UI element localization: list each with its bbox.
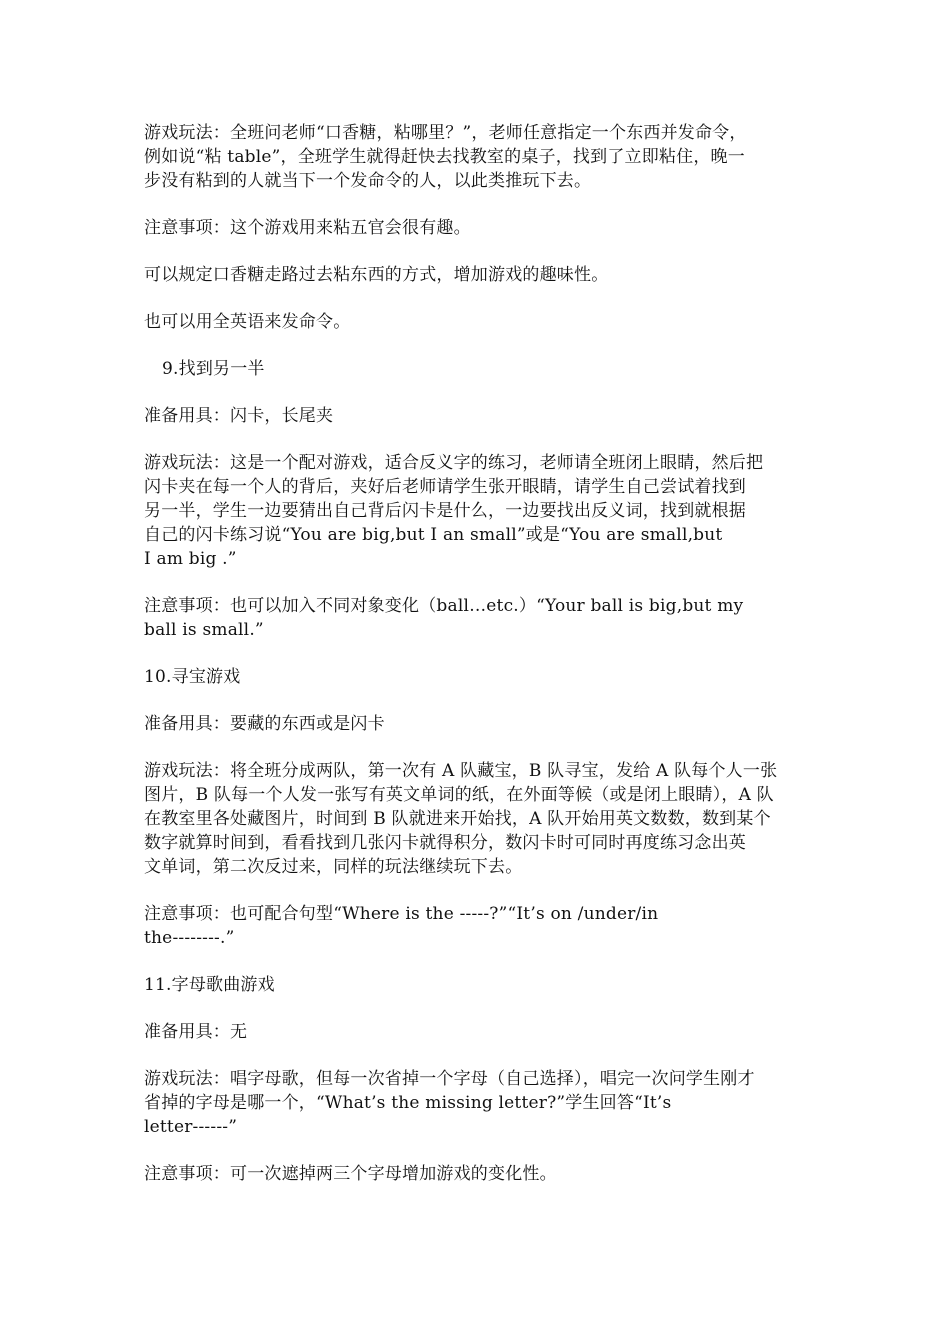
paragraph-gum-game-notes <box>144 216 816 240</box>
text-line: 注意事项：这个游戏用来粘五官会很有趣。 <box>144 218 471 238</box>
text-line: 注意事项：也可以加入不同对象变化（ball…etc.）“Your ball is big,but my <box>144 596 744 616</box>
text-line: 游戏玩法：这是一个配对游戏，适合反义字的练习，老师请全班闭上眼睛，然后把 <box>144 453 764 473</box>
paragraph-gum-game-rules <box>144 121 816 193</box>
section-heading-11 <box>144 973 816 997</box>
section-heading-10 <box>144 665 816 689</box>
text-line: 闪卡夹在每一个人的背后，夹好后老师请学生张开眼睛，请学生自己尝试着找到 <box>144 477 746 497</box>
paragraph-find-half-notes <box>144 594 816 642</box>
text-line: ball is small.” <box>144 620 264 640</box>
paragraph-gum-game-tip <box>144 263 816 287</box>
text-line: 准备用具：要藏的东西或是闪卡 <box>144 714 385 734</box>
paragraph-alphabet-rules <box>144 1067 816 1139</box>
paragraph-treasure-notes <box>144 902 816 950</box>
paragraph-find-half-rules <box>144 451 816 571</box>
paragraph-alphabet-materials <box>144 1020 816 1044</box>
paragraph-treasure-rules <box>144 759 816 879</box>
text-line: 游戏玩法：唱字母歌，但每一次省掉一个字母（自己选择），唱完一次问学生刚才 <box>144 1069 755 1089</box>
heading-text: 11.字母歌曲游戏 <box>144 975 275 995</box>
text-line: 注意事项：可一次遮掉两三个字母增加游戏的变化性。 <box>144 1164 557 1184</box>
text-line: 游戏玩法：将全班分成两队，第一次有 A 队藏宝，B 队寻宝，发给 A 队每个人一张 <box>144 761 778 781</box>
text-line: the--------.” <box>144 928 235 948</box>
paragraph-find-half-materials <box>144 404 816 428</box>
text-line: 游戏玩法：全班问老师“口香糖，粘哪里？”，老师任意指定一个东西并发命令， <box>144 123 747 143</box>
text-line: 也可以用全英语来发命令。 <box>144 312 351 332</box>
paragraph-gum-game-english <box>144 310 816 334</box>
text-line: 图片，B 队每一个人发一张写有英文单词的纸，在外面等候（或是闭上眼睛），A 队 <box>144 785 774 805</box>
heading-text: 9.找到另一半 <box>162 359 265 379</box>
text-line: 可以规定口香糖走路过去粘东西的方式，增加游戏的趣味性。 <box>144 265 609 285</box>
text-line: 另一半，学生一边要猜出自己背后闪卡是什么，一边要找出反义词，找到就根据 <box>144 501 746 521</box>
text-line: 步没有粘到的人就当下一个发命令的人，以此类推玩下去。 <box>144 171 592 191</box>
heading-text: 10.寻宝游戏 <box>144 667 241 687</box>
text-line: I am big .” <box>144 549 237 569</box>
text-line: 省掉的字母是哪一个，“What’s the missing letter?”学生回答“It’s <box>144 1093 672 1113</box>
text-line: 注意事项：也可配合句型“Where is the -----?”“It’s on /under/in <box>144 904 659 924</box>
text-line: 数字就算时间到，看看找到几张闪卡就得积分，数闪卡时可同时再度练习念出英 <box>144 833 746 853</box>
paragraph-alphabet-notes <box>144 1162 816 1186</box>
text-line: 例如说“粘 table”，全班学生就得赶快去找教室的桌子，找到了立即粘住，晚一 <box>144 147 745 167</box>
document-body <box>144 121 816 1186</box>
section-heading-9 <box>144 357 816 381</box>
text-line: 准备用具：闪卡，长尾夹 <box>144 406 334 426</box>
text-line: letter------” <box>144 1117 238 1137</box>
text-line: 在教室里各处藏图片，时间到 B 队就进来开始找，A 队开始用英文数数，数到某个 <box>144 809 771 829</box>
text-line: 准备用具：无 <box>144 1022 248 1042</box>
paragraph-treasure-materials <box>144 712 816 736</box>
text-line: 自己的闪卡练习说“You are big,but I an small”或是“You are small,but <box>144 525 723 545</box>
text-line: 文单词，第二次反过来，同样的玩法继续玩下去。 <box>144 857 523 877</box>
